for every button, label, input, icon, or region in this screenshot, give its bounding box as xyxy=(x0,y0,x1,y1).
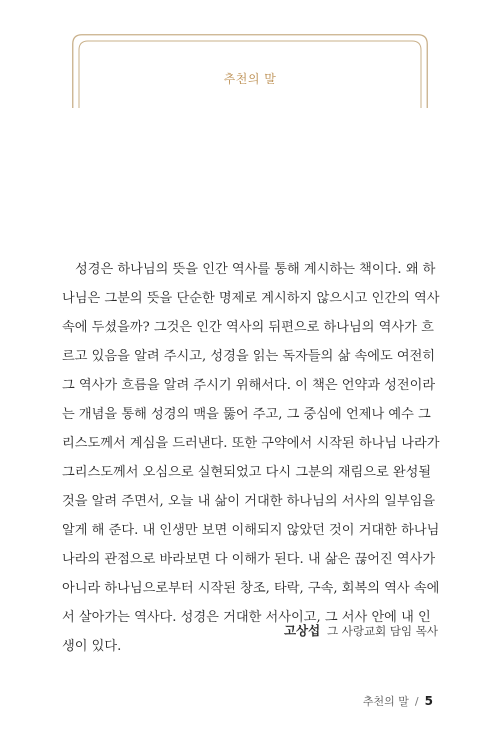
title-frame xyxy=(72,34,428,108)
text-line: 는 개념을 통해 성경의 맥을 뚫어 주고, 그 중심에 언제나 예수 그 xyxy=(62,407,431,422)
text-line: 아니라 하나님으로부터 시작된 창조, 타락, 구속, 회복의 역사 속에 xyxy=(62,581,440,596)
text-line: 르고 있음을 알려 주시고, 성경을 읽는 독자들의 삶 속에도 여전히 xyxy=(62,349,436,364)
footer-section-label: 추천의 말 xyxy=(362,695,409,708)
text-line: 나라의 관점으로 바라보면 다 이해가 된다. 내 삶은 끊어진 역사가 xyxy=(62,552,436,567)
footer-separator: / xyxy=(414,695,419,708)
body-paragraph xyxy=(62,255,440,661)
text-line: 리스도께서 계심을 드러낸다. 또한 구약에서 시작된 하나님 나라가 xyxy=(62,436,440,451)
page-footer xyxy=(363,693,433,709)
text-line: 생이 있다. xyxy=(62,639,122,654)
text-line: 것을 알려 주면서, 오늘 내 삶이 거대한 하나님의 서사의 일부임을 xyxy=(62,494,436,509)
text-line: 그리스도께서 오심으로 실현되었고 다시 그분의 재림으로 완성될 xyxy=(62,465,432,480)
text-line: 속에 두셨을까? 그것은 인간 역사의 뒤편으로 하나님의 역사가 흐 xyxy=(62,320,434,335)
text-line: 성경은 하나님의 뜻을 인간 역사를 통해 계시하는 책이다. 왜 하 xyxy=(75,262,436,277)
text-line: 나님은 그분의 뜻을 단순한 명제로 계시하지 않으시고 인간의 역사 xyxy=(62,291,440,306)
signature xyxy=(284,621,438,639)
author-role: 그 사랑교회 담임 목사 xyxy=(327,624,438,638)
text-line: 그 역사가 흐름을 알려 주시기 위해서다. 이 책은 언약과 성전이라 xyxy=(62,378,436,393)
author-name: 고상섭 xyxy=(283,623,321,638)
text-line: 알게 해 준다. 내 인생만 보면 이해되지 않았던 것이 거대한 하나님 xyxy=(62,523,440,538)
section-title: 추천의 말 xyxy=(223,72,277,86)
page-number: 5 xyxy=(424,694,433,708)
text-line: 서 살아가는 역사다. 성경은 거대한 서사이고, 그 서사 안에 내 인 xyxy=(62,610,431,625)
